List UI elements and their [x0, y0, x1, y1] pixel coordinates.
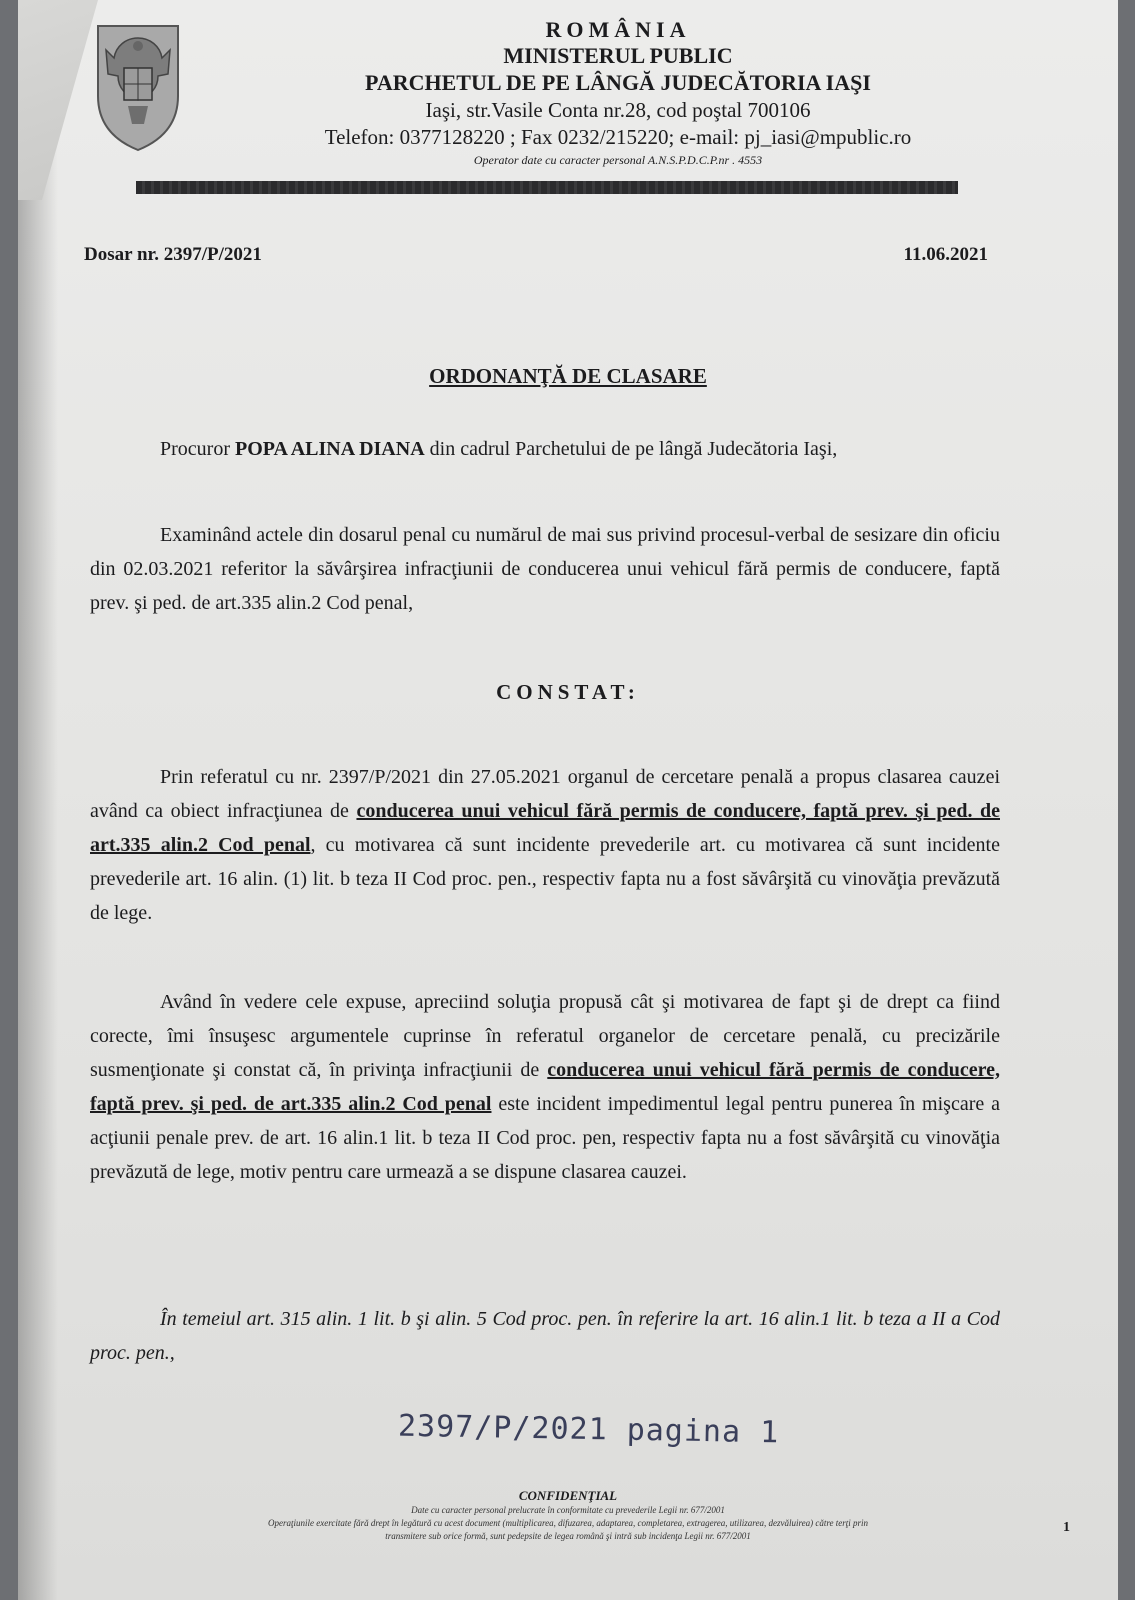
page-number: 1	[1063, 1520, 1070, 1535]
header-divider	[136, 181, 958, 194]
intro-suffix: din cadrul Parchetului de pe lângă Judecătoria Iaşi,	[424, 438, 838, 460]
reasoning-paragraph	[90, 985, 1000, 1189]
letterhead	[188, 16, 1048, 169]
legal-basis-paragraph	[90, 1302, 1000, 1370]
header-address: Iaşi, str.Vasile Conta nr.28, cod poştal 700106	[425, 98, 811, 122]
header-ministry: MINISTERUL PUBLIC	[503, 43, 733, 68]
romania-coat-of-arms-icon	[88, 16, 188, 154]
examining-text: Examinând actele din dosarul penal cu numărul de mai sus privind procesul-verbal de sesizare din oficiu din 02.03.2021 referitor la săvârşirea infracţiunii de conducerea unui vehicul fără permis de conducere, faptă prev. şi ped. de art.335 alin.2 Cod penal,	[90, 524, 1000, 614]
footer-legal-line-2: Operaţiunile exercitate fără drept în legătură cu acest document (multiplicarea, difuzarea, adaptarea, completarea, extragerea, utilizarea, dezvăluirea) către terţi prin	[267, 1518, 869, 1528]
p2-text-c: este incident impedimentul legal pentru punerea în mişcare a acţiunii penale prev. de art. 16 alin.1 lit. b teza II Cod proc. pen, respectiv fapta nu a fost săvârşită cu vinovăţia prevăzută de lege, motiv pentru care urmează a se dispune clasarea cauzei.	[90, 1093, 1001, 1183]
header-country: ROMÂNIA	[545, 17, 691, 42]
p2-offence: conducerea unui vehicul fără permis de conducere, faptă prev. şi ped. de art.335 alin.2 Cod penal	[90, 1059, 1000, 1115]
header-office: PARCHETUL DE PE LÂNGĂ JUDECĂTORIA IAŞI	[365, 70, 871, 95]
intro-paragraph	[90, 432, 1000, 466]
intro-prefix: Procuror	[160, 438, 235, 460]
p2-text-a: Având în vedere cele expuse, apreciind soluţia propusă cât şi motivarea de fapt şi de drept ca fiind corecte, îmi însuşesc argumentele cuprinse în referatul organelor de cercetare penală, cu precizările susmenţionate şi constat că, în privinţa infracţiunii de	[90, 991, 1000, 1081]
footer-legal-line-1: Date cu caracter personal prelucrate în conformitate cu prevederile Legii nr. 677/2001	[411, 1505, 725, 1515]
handwritten-page-note: 2397/P/2021 pagina 1	[397, 1408, 780, 1451]
file-number: Dosar nr. 2397/P/2021	[84, 244, 262, 265]
underlying-sheet-corner	[18, 0, 98, 200]
header-contact: Telefon: 0377128220 ; Fax 0232/215220; e-mail: pj_iasi@mpublic.ro	[324, 125, 912, 149]
p3-text: În temeiul art. 315 alin. 1 lit. b şi alin. 5 Cod proc. pen. în referire la art. 16 alin.1 lit. b teza a II a Cod proc. pen.,	[90, 1308, 1000, 1364]
prosecutor-name: POPA ALINA DIANA	[234, 438, 425, 460]
referral-paragraph	[90, 760, 1000, 930]
p1-offence: conducerea unui vehicul fără permis de conducere, faptă prev. şi ped. de art.335 alin.2 Cod penal	[90, 800, 1000, 856]
confidential-label: CONFIDENŢIAL	[518, 1488, 618, 1503]
page-edge-shadow	[18, 0, 58, 1600]
footer-legal-notice	[108, 1504, 1028, 1543]
p1-text-a: Prin referatul cu nr. 2397/P/2021 din 27.05.2021 organul de cercetare penală a propus clasarea cauzei având ca obiect infracţiunea de	[90, 766, 1000, 822]
document-date: 11.06.2021	[903, 244, 988, 265]
constat-heading: CONSTAT:	[496, 680, 640, 704]
examining-paragraph	[90, 518, 1000, 620]
footer-legal-line-3: transmitere sub orice formă, sunt pedepsite de legea română şi intră sub incidenţa Legii nr. 677/2001	[385, 1531, 751, 1541]
document-title: ORDONANŢĂ DE CLASARE	[429, 364, 707, 388]
p1-text-c: , cu motivarea că sunt incidente prevederile art. cu motivarea că sunt incidente prevederile art. 16 alin. (1) lit. b teza II Cod proc. pen., respectiv fapta nu a fost săvârşită cu vinovăţia prevăzută de lege.	[90, 834, 1000, 924]
header-operator-note: Operator date cu caracter personal A.N.S.P.D.C.P.nr . 4553	[473, 153, 763, 167]
document-page	[18, 0, 1118, 1600]
